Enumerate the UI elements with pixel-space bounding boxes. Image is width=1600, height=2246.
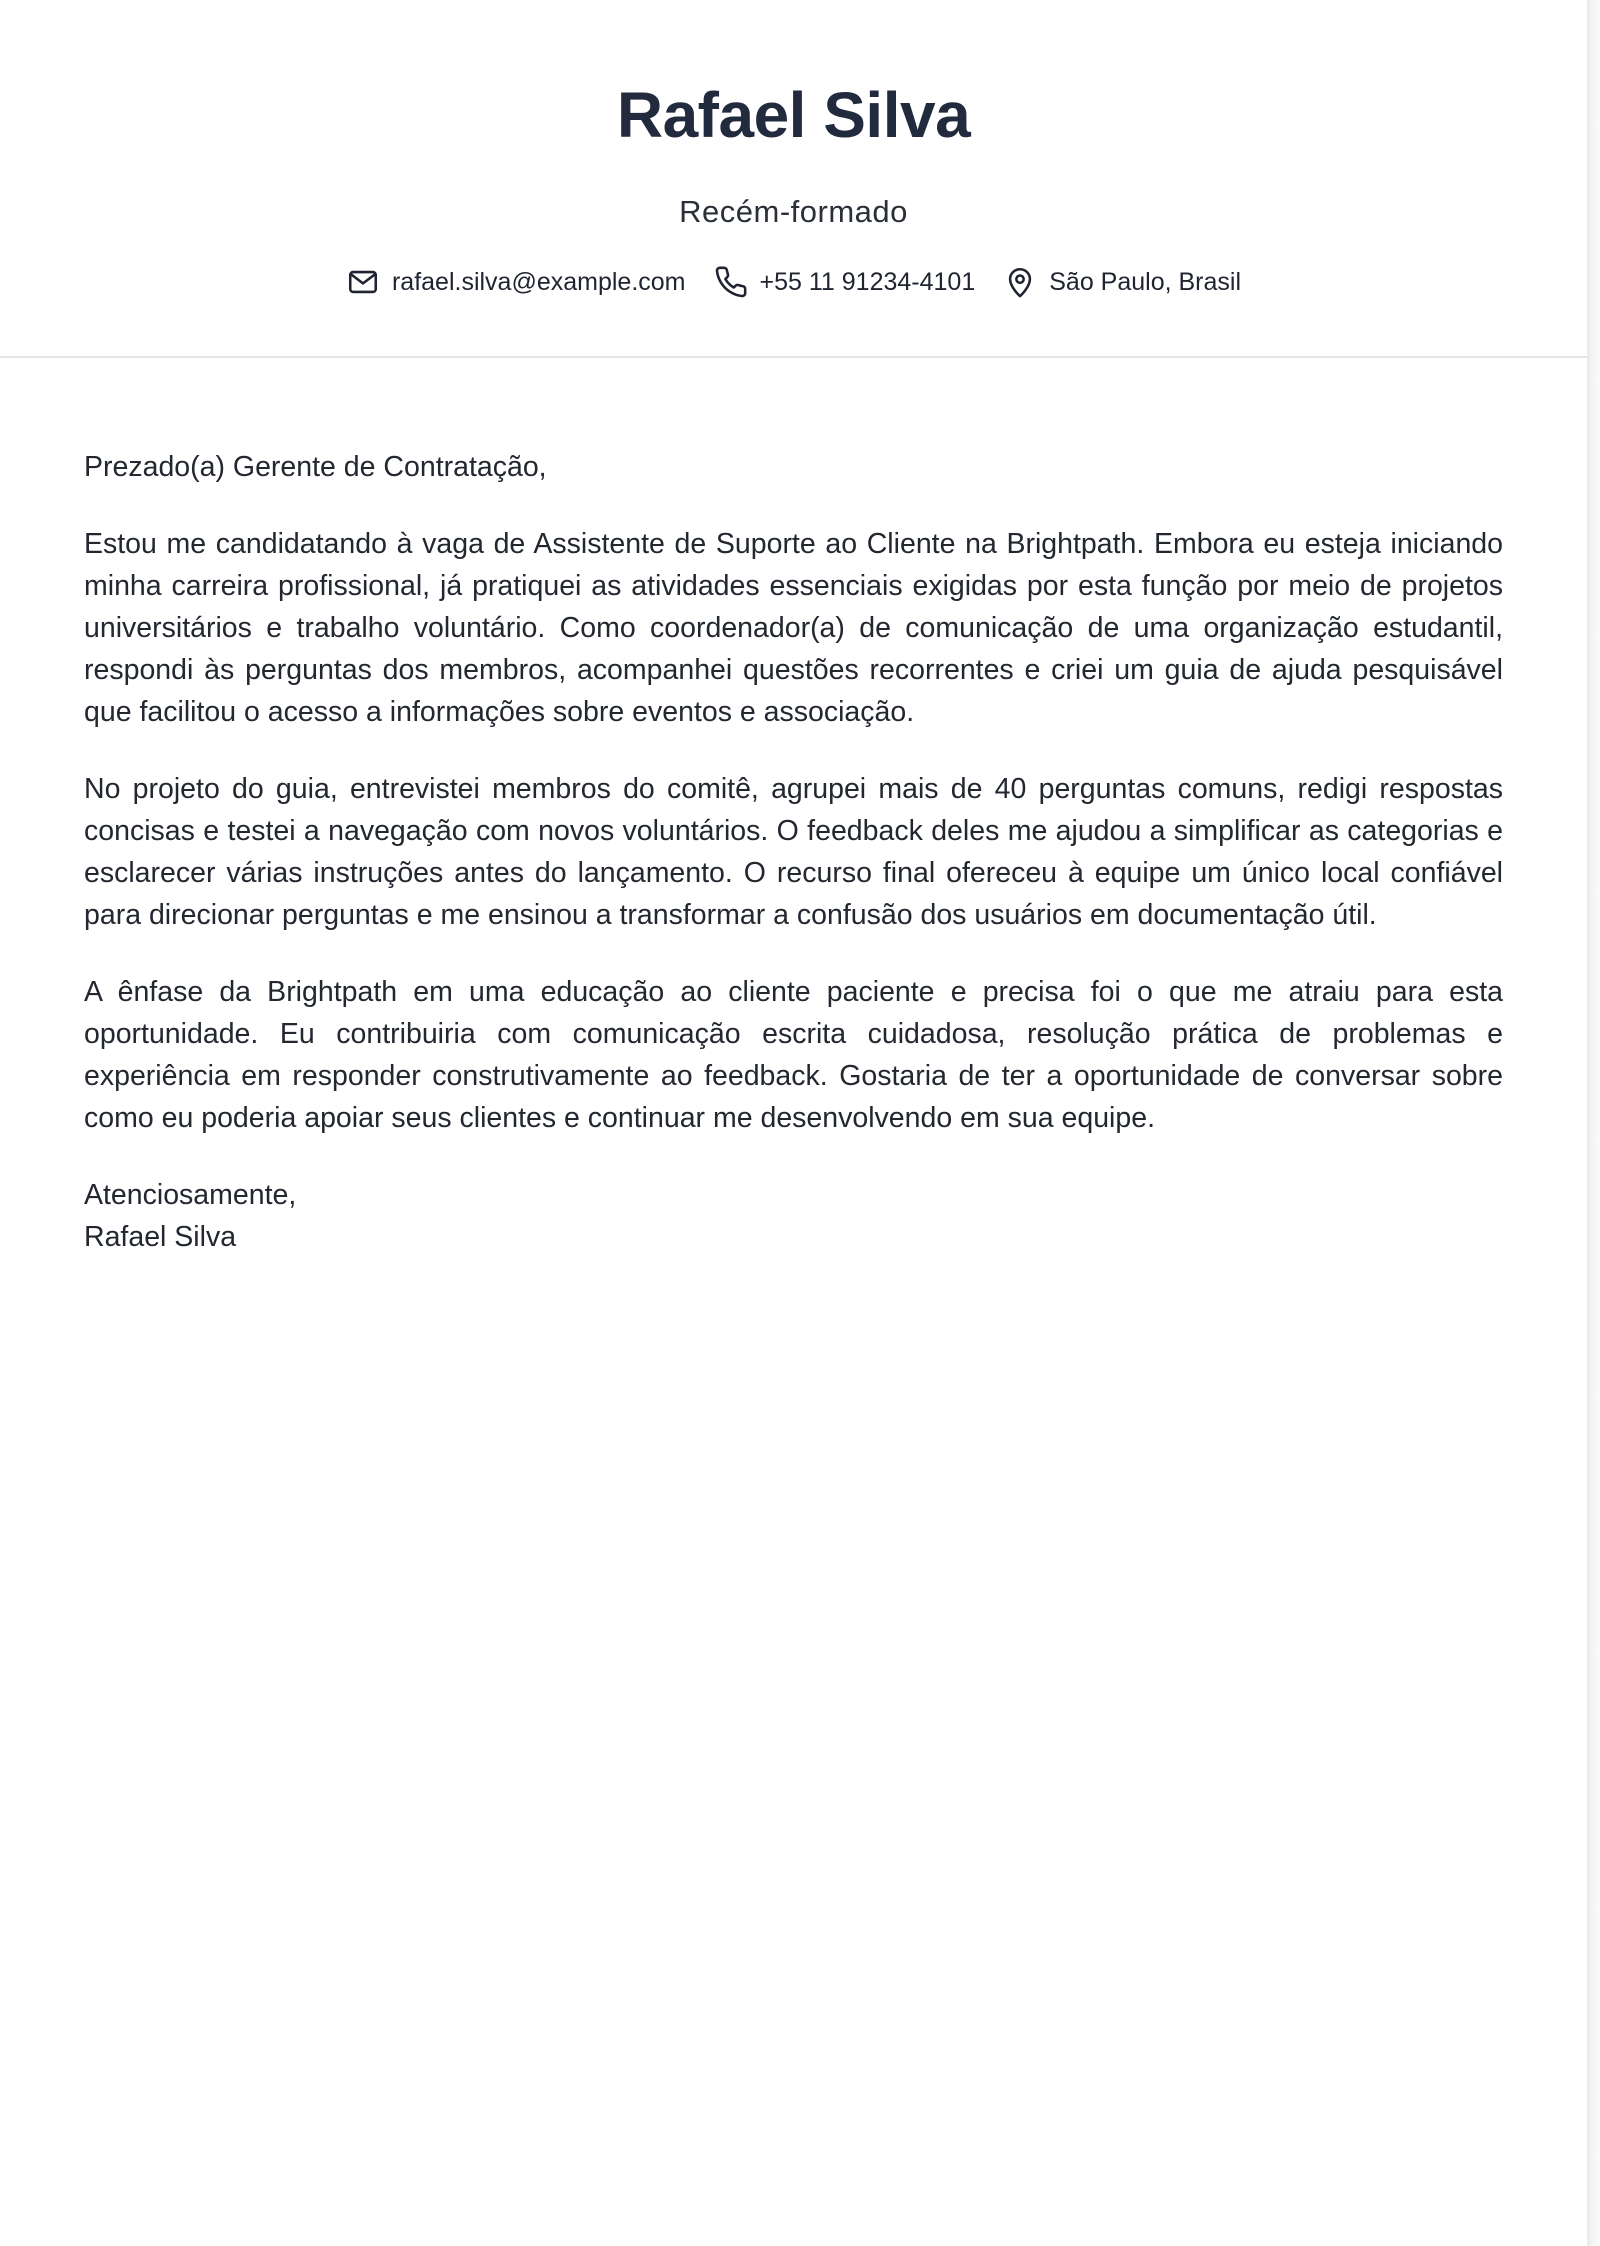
contact-info: [0, 260, 1587, 304]
contact-location: [1003, 265, 1241, 299]
letter-body: [84, 446, 1503, 1258]
applicant-role: Recém-formado: [679, 194, 908, 229]
email-text: rafael.silva@example.com: [391, 267, 686, 296]
closing-block: [84, 1174, 1503, 1258]
phone-icon: [714, 265, 748, 299]
salutation: Prezado(a) Gerente de Contratação,: [84, 451, 547, 483]
contact-phone[interactable]: [714, 265, 976, 299]
location-text: São Paulo, Brasil: [1049, 267, 1242, 296]
map-pin-icon: [1003, 265, 1037, 299]
letter-header: [0, 0, 1587, 358]
paragraph: A ênfase da Brightpath em uma educação ao cliente paciente e precisa foi o que me atraiu para esta oportunidade. Eu contribuiria com comunicação escrita cuidadosa, resolução prática de problemas e experiência em responder construtivamente ao feedback. Gostaria de ter a oportunidade de conversar sobre como eu poderia apoiar seus clientes e continuar me desenvolvendo em sua equipe.: [84, 976, 1503, 1134]
signature: Rafael Silva: [84, 1221, 237, 1253]
mail-icon: [346, 265, 380, 299]
page-edge-shadow: [1587, 0, 1600, 2246]
applicant-name: Rafael Silva: [616, 79, 971, 151]
phone-text: +55 11 91234-4101: [759, 267, 976, 296]
paragraph: No projeto do guia, entrevistei membros do comitê, agrupei mais de 40 perguntas comuns, redigi respostas concisas e testei a navegação com novos voluntários. O feedback deles me ajudou a simplificar as categorias e esclarecer várias instruções antes do lançamento. O recurso final ofereceu à equipe um único local confiável para direcionar perguntas e me ensinou a transformar a confusão dos usuários em documentação útil.: [84, 773, 1503, 931]
paragraph: Estou me candidatando à vaga de Assistente de Suporte ao Cliente na Brightpath. Embora eu esteja iniciando minha carreira profissional, já pratiquei as atividades essenciais exigidas por esta função por meio de projetos universitários e trabalho voluntário. Como coordenador(a) de comunicação de uma organização estudantil, respondi às perguntas dos membros, acompanhei questões recorrentes e criei um guia de ajuda pesquisável que facilitou o acesso a informações sobre eventos e associação.: [84, 528, 1503, 728]
closing-line: Atenciosamente,: [84, 1179, 297, 1211]
contact-email[interactable]: [346, 265, 686, 299]
